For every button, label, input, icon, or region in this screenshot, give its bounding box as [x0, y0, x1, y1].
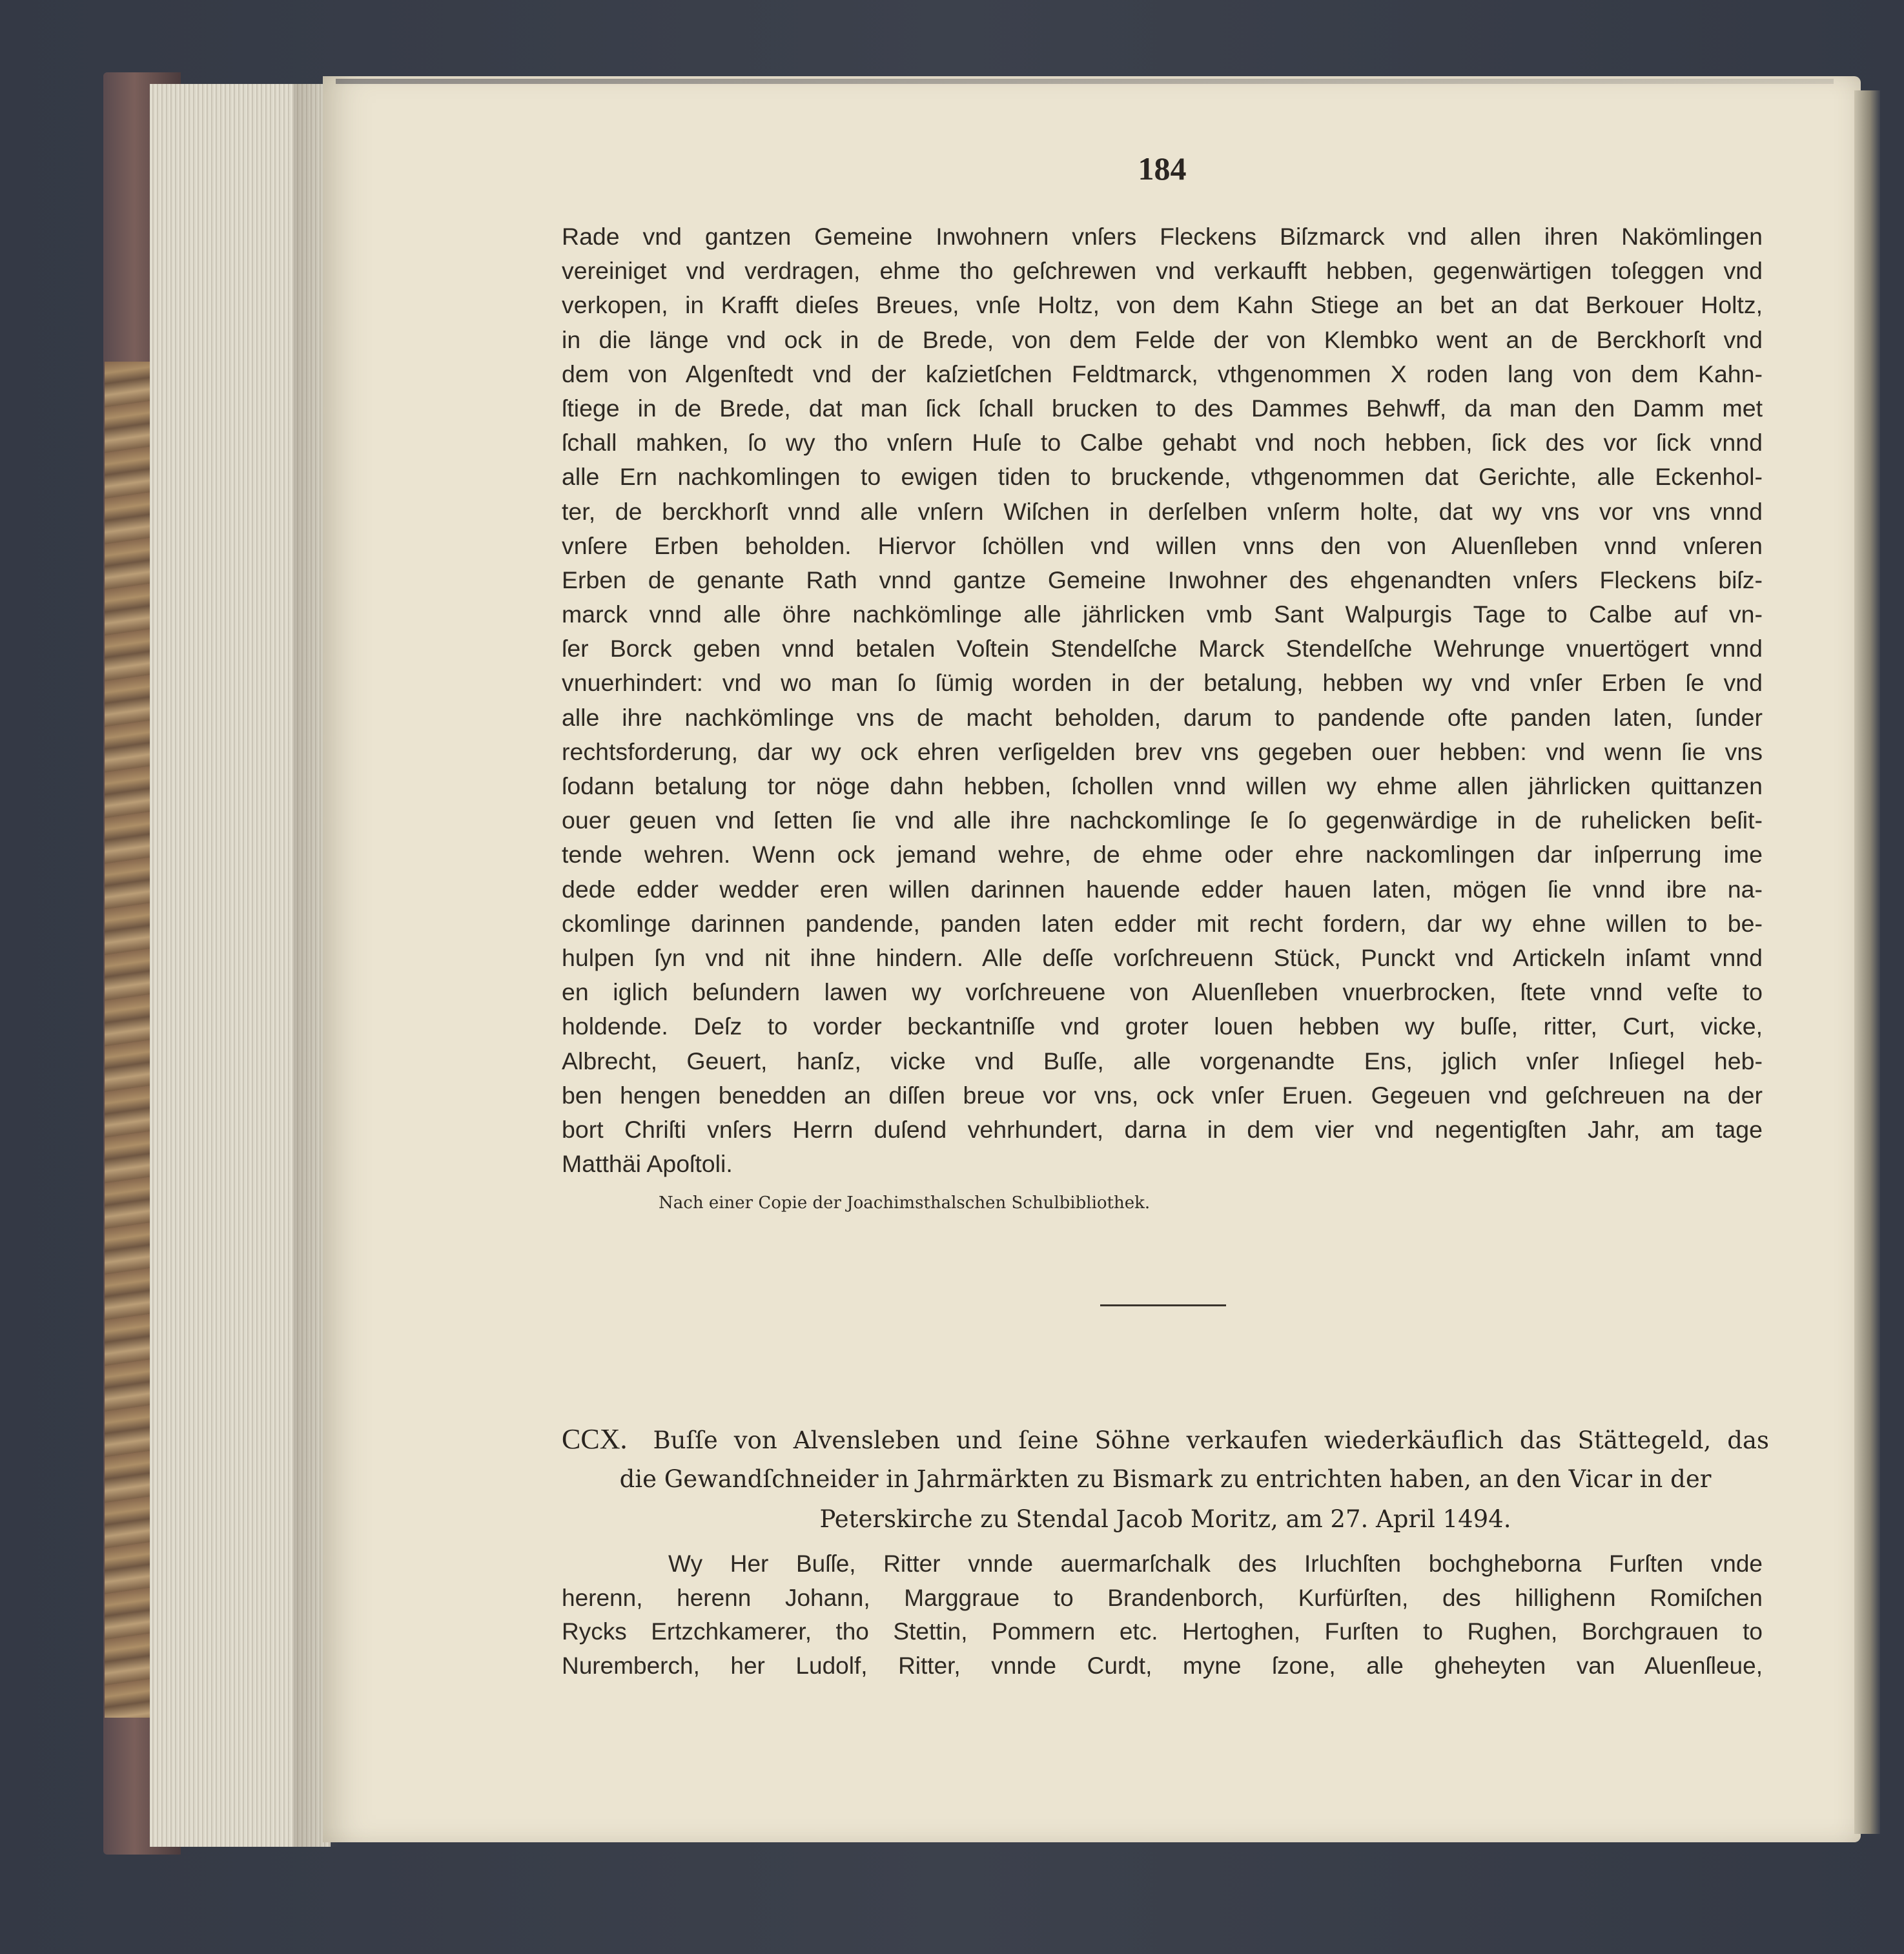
- document-body-2: [562, 1547, 1763, 1683]
- text-line: en iglich beſundern lawen wy vorſchreuene von Aluenſleben vnuerbrocken, ſtete vnnd veſte to: [562, 978, 1763, 1006]
- text-line: ckomlinge darinnen pandende, panden laten edder mit recht fordern, dar wy ehne willen to be-: [562, 909, 1763, 937]
- heading-line-1: [562, 1419, 1769, 1459]
- text-line: bort Chriſti vnſers Herrn duſend vehrhundert, darna in dem vier vnd negentigſten Jahr, am tage: [562, 1115, 1763, 1143]
- text-line: hulpen ſyn vnd nit ihne hindern. Alle deſſe vorſchreuenn Stück, Punckt vnd Artickeln inſamt vnnd: [562, 943, 1763, 971]
- text-line: alle ihre nachkömlinge vns de macht beholden, darum to pandende ofte panden laten, ſunder: [562, 703, 1763, 731]
- heading-text-1: Buſſe von Alvensleben und ſeine Söhne verkaufen wiederkäuflich das Stättegeld, das: [653, 1426, 1769, 1454]
- text-line: ter, de berckhorſt vnnd alle vnſern Wiſchen in derſelben vnſerm holte, dat wy vns vor vns vnnd: [562, 497, 1763, 525]
- text-line: dem von Algenſtedt vnd der kaſzietſchen Feldtmarck, vthgenommen X roden lang von dem Kahn-: [562, 360, 1763, 387]
- document-body: [562, 220, 1763, 1181]
- text-line: ſtiege in de Brede, dat man ſick ſchall brucken to des Dammes Behwff, da man den Damm met: [562, 394, 1763, 422]
- text-line: ſodann betalung tor nöge dahn hebben, ſchollen vnnd willen wy ehme allen jährlicken quittanzen: [562, 772, 1763, 799]
- text-line: vereiniget vnd verdragen, ehme tho geſchrewen vnd verkaufft hebben, gegenwärtigen toſeggen vnd: [562, 257, 1763, 285]
- text-line: verkopen, in Krafft dieſes Breues, vnſe Holtz, von dem Kahn Stiege an bet an dat Berkouer Holtz,: [562, 291, 1763, 319]
- text-line: ſer Borck geben vnnd betalen Voſtein Stendelſche Marck Stendelſche Wehrunge vnuertögert vnnd: [562, 635, 1763, 663]
- text-line: in die länge vnd ock in de Brede, von dem Felde der von Klembko went an de Berckhorſt vnd: [562, 325, 1763, 353]
- text-line: Wy Her Buſſe, Ritter vnnde auermarſchalk des Irluchſten bochgheborna Furſten vnde: [668, 1550, 1763, 1577]
- text-line: Albrecht, Geuert, hanſz, vicke vnd Buſſe, alle vorgenandte Ens, jglich vnſer Inſiegel heb-: [562, 1047, 1763, 1075]
- text-line: marck vnnd alle öhre nachkömlinge alle jährlicken vmb Sant Walpurgis Tage to Calbe auf vn-: [562, 601, 1763, 628]
- text-line: herenn, herenn Johann, Marggraue to Brandenborch, Kurfürſten, des hillighenn Romiſchen: [562, 1584, 1763, 1611]
- text-line: holdende. Deſz to vorder beckantniſſe vnd groter louen hebben wy buſſe, ritter, Curt, vicke,: [562, 1013, 1763, 1040]
- text-line: dede edder wedder eren willen darinnen hauende edder hauen laten, mögen ſie vnnd ibre na-: [562, 875, 1763, 903]
- text-line: ouer geuen vnd ſetten ſie vnd alle ihre nachckomlinge ſe ſo gegenwärdige in de ruhelicken beſit-: [562, 807, 1763, 834]
- text-line: alle Ern nachkomlingen to ewigen tiden to bruckende, vthgenommen dat Gerichte, alle Eckenhol-: [562, 463, 1763, 491]
- text-line: ſchall mahken, ſo wy tho vnſern Huſe to Calbe gehabt vnd noch hebben, ſick des vor ſick vnnd: [562, 429, 1763, 457]
- right-page-edge: [1854, 90, 1880, 1834]
- heading-line-2: die Gewandſchneider in Jahrmärkten zu Bismark zu entrichten haben, an den Vicar in der: [619, 1465, 1712, 1493]
- text-line: vnuerhindert: vnd wo man ſo ſümig worden in der betalung, hebben wy vnd vnſer Erben ſe vnd: [562, 669, 1763, 697]
- top-page-shadow: [336, 79, 1834, 84]
- heading-line-3: Peterskirche zu Stendal Jacob Moritz, am 27. April 1494.: [819, 1505, 1511, 1533]
- text-line: ben hengen benedden an diſſen breue vor vns, ock vnſer Eruen. Gegeuen vnd geſchreuen na der: [562, 1081, 1763, 1109]
- text-line: vnſere Erben beholden. Hiervor ſchöllen vnd willen vnns den von Aluenſleben vnnd vnſeren: [562, 531, 1763, 559]
- heading-number: CCX.: [562, 1423, 628, 1455]
- text-line: tende wehren. Wenn ock jemand wehre, de ehme oder ehre nackomlingen dar inſperrung ime: [562, 841, 1763, 869]
- section-separator: [1100, 1304, 1226, 1306]
- source-note: Nach einer Copie der Joachimsthalschen Schulbibliothek.: [659, 1193, 1151, 1213]
- text-line-last: Matthäi Apoſtoli.: [562, 1150, 733, 1178]
- text-line: Erben de genante Rath vnnd gantze Gemeine Inwohner des ehgenandten vnſers Fleckens biſz-: [562, 566, 1763, 593]
- page-number: 184: [1138, 150, 1187, 187]
- text-line: Rade vnd gantzen Gemeine Inwohnern vnſers Fleckens Biſzmarck vnd allen ihren Nakömlingen: [562, 223, 1763, 250]
- text-line: Rycks Ertzchkamerer, tho Stettin, Pommern etc. Hertoghen, Furſten to Rughen, Borchgrauen to: [562, 1618, 1763, 1645]
- text-line: rechtsforderung, dar wy ock ehren verſigelden brev vns gegeben ouer hebben: vnd wenn ſie vns: [562, 737, 1763, 765]
- text-line: Nuremberch, her Ludolf, Ritter, vnnde Curdt, myne ſzone, alle gheheyten van Aluenſleue,: [562, 1652, 1763, 1679]
- document-heading: [562, 1419, 1769, 1539]
